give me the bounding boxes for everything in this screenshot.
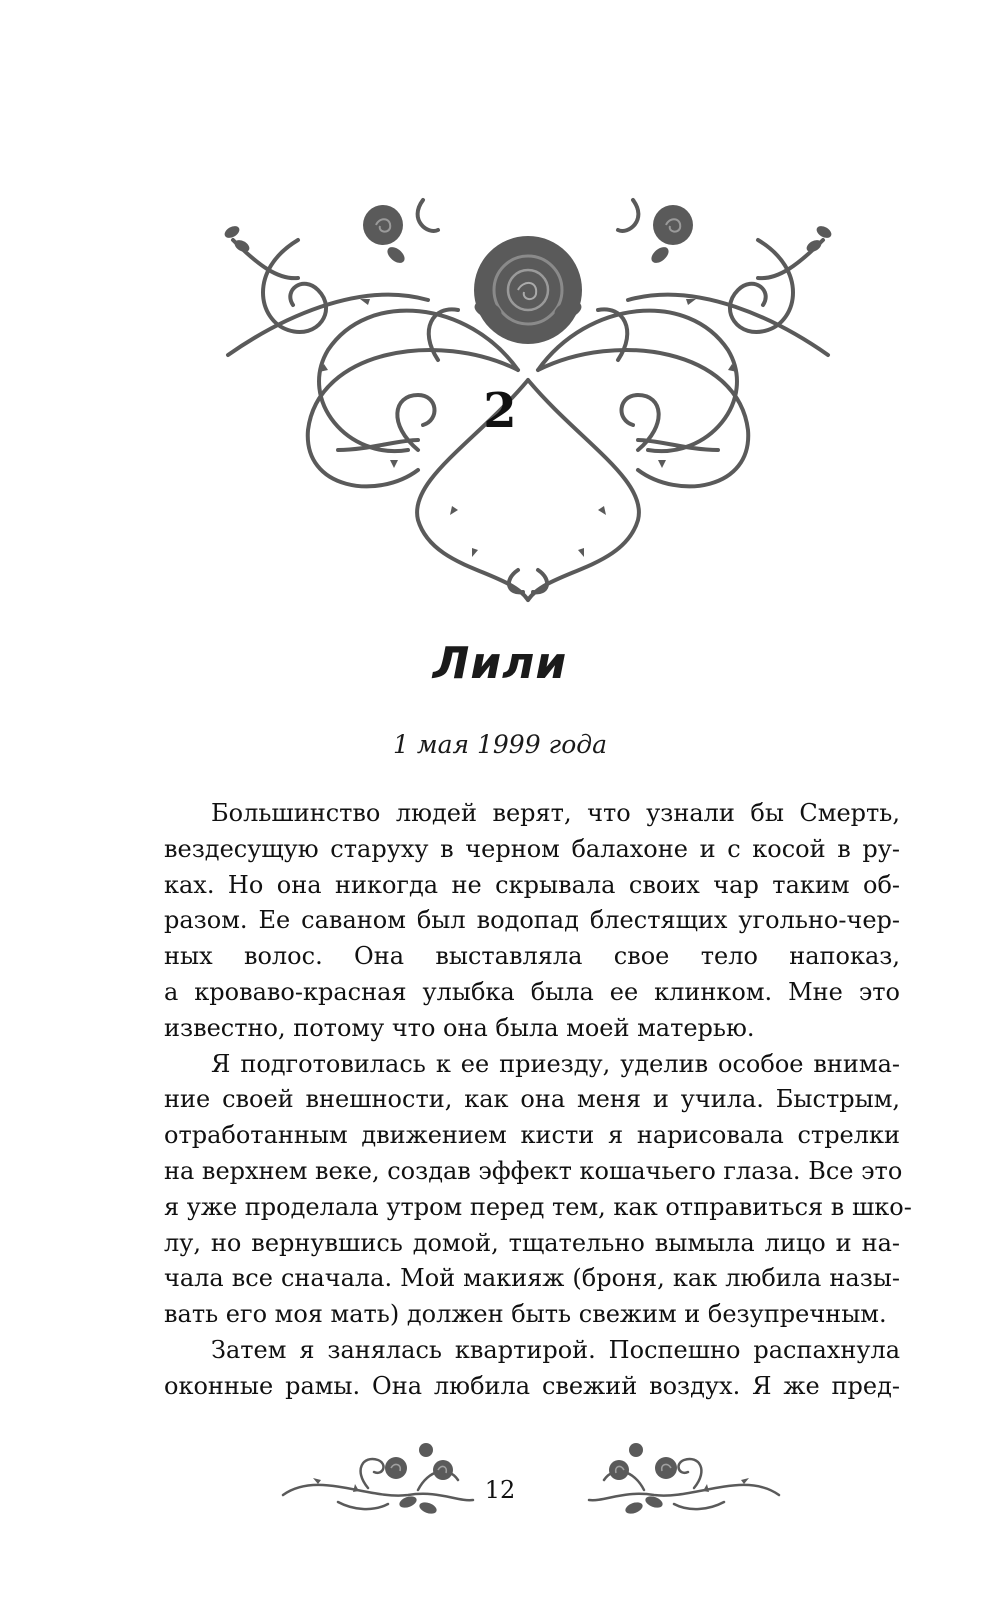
text-line: я уже проделала утром перед тем, как отправиться в шко-: [164, 1192, 912, 1221]
text-line: оконные рамы. Она любила свежий воздух. Я же пред-: [164, 1371, 900, 1400]
text-line: отработанным движением кисти я нарисовала стрелки: [164, 1121, 900, 1150]
text-line: Затем я занялась квартирой. Поспешно распахнула: [211, 1335, 900, 1364]
text-line: а кроваво-красная улыбка была ее клинком. Мне это: [164, 977, 900, 1006]
page-number: 12: [484, 1476, 516, 1504]
text-line: вать его моя мать) должен быть свежим и безупречным.: [164, 1300, 887, 1329]
text-line: ках. Но она никогда не скрывала своих чар таким об-: [164, 870, 900, 899]
text-line: Я подготовилась к ее приезду, уделив особое внима-: [211, 1049, 900, 1078]
text-line: известно, потому что она была моей матерью.: [164, 1013, 755, 1042]
chapter-date: 1 мая 1999 года: [393, 730, 607, 759]
text-line: лу, но вернувшись домой, тщательно вымыла лицо и на-: [164, 1228, 900, 1257]
chapter-title: Лили: [432, 638, 568, 689]
text-line: ных волос. Она выставляла свое тело напоказ,: [164, 942, 900, 971]
text-line: на верхнем веке, создав эффект кошачьего глаза. Все это: [164, 1156, 903, 1185]
text-line: ние своей внешности, как она меня и учила. Быстрым,: [164, 1085, 900, 1114]
body-text: [164, 796, 912, 1405]
rose-vine-right-icon: [584, 1440, 784, 1520]
text-line: разом. Ее саваном был водопад блестящих угольно-чер-: [164, 906, 900, 935]
text-line: Большинство людей верят, что узнали бы Смерть,: [211, 799, 900, 827]
chapter-number: 2: [483, 383, 517, 439]
text-line: чала все сначала. Мой макияж (броня, как любила назы-: [164, 1264, 900, 1293]
text-line: вездесущую старуху в черном балахоне и с косой в ру-: [164, 834, 900, 863]
